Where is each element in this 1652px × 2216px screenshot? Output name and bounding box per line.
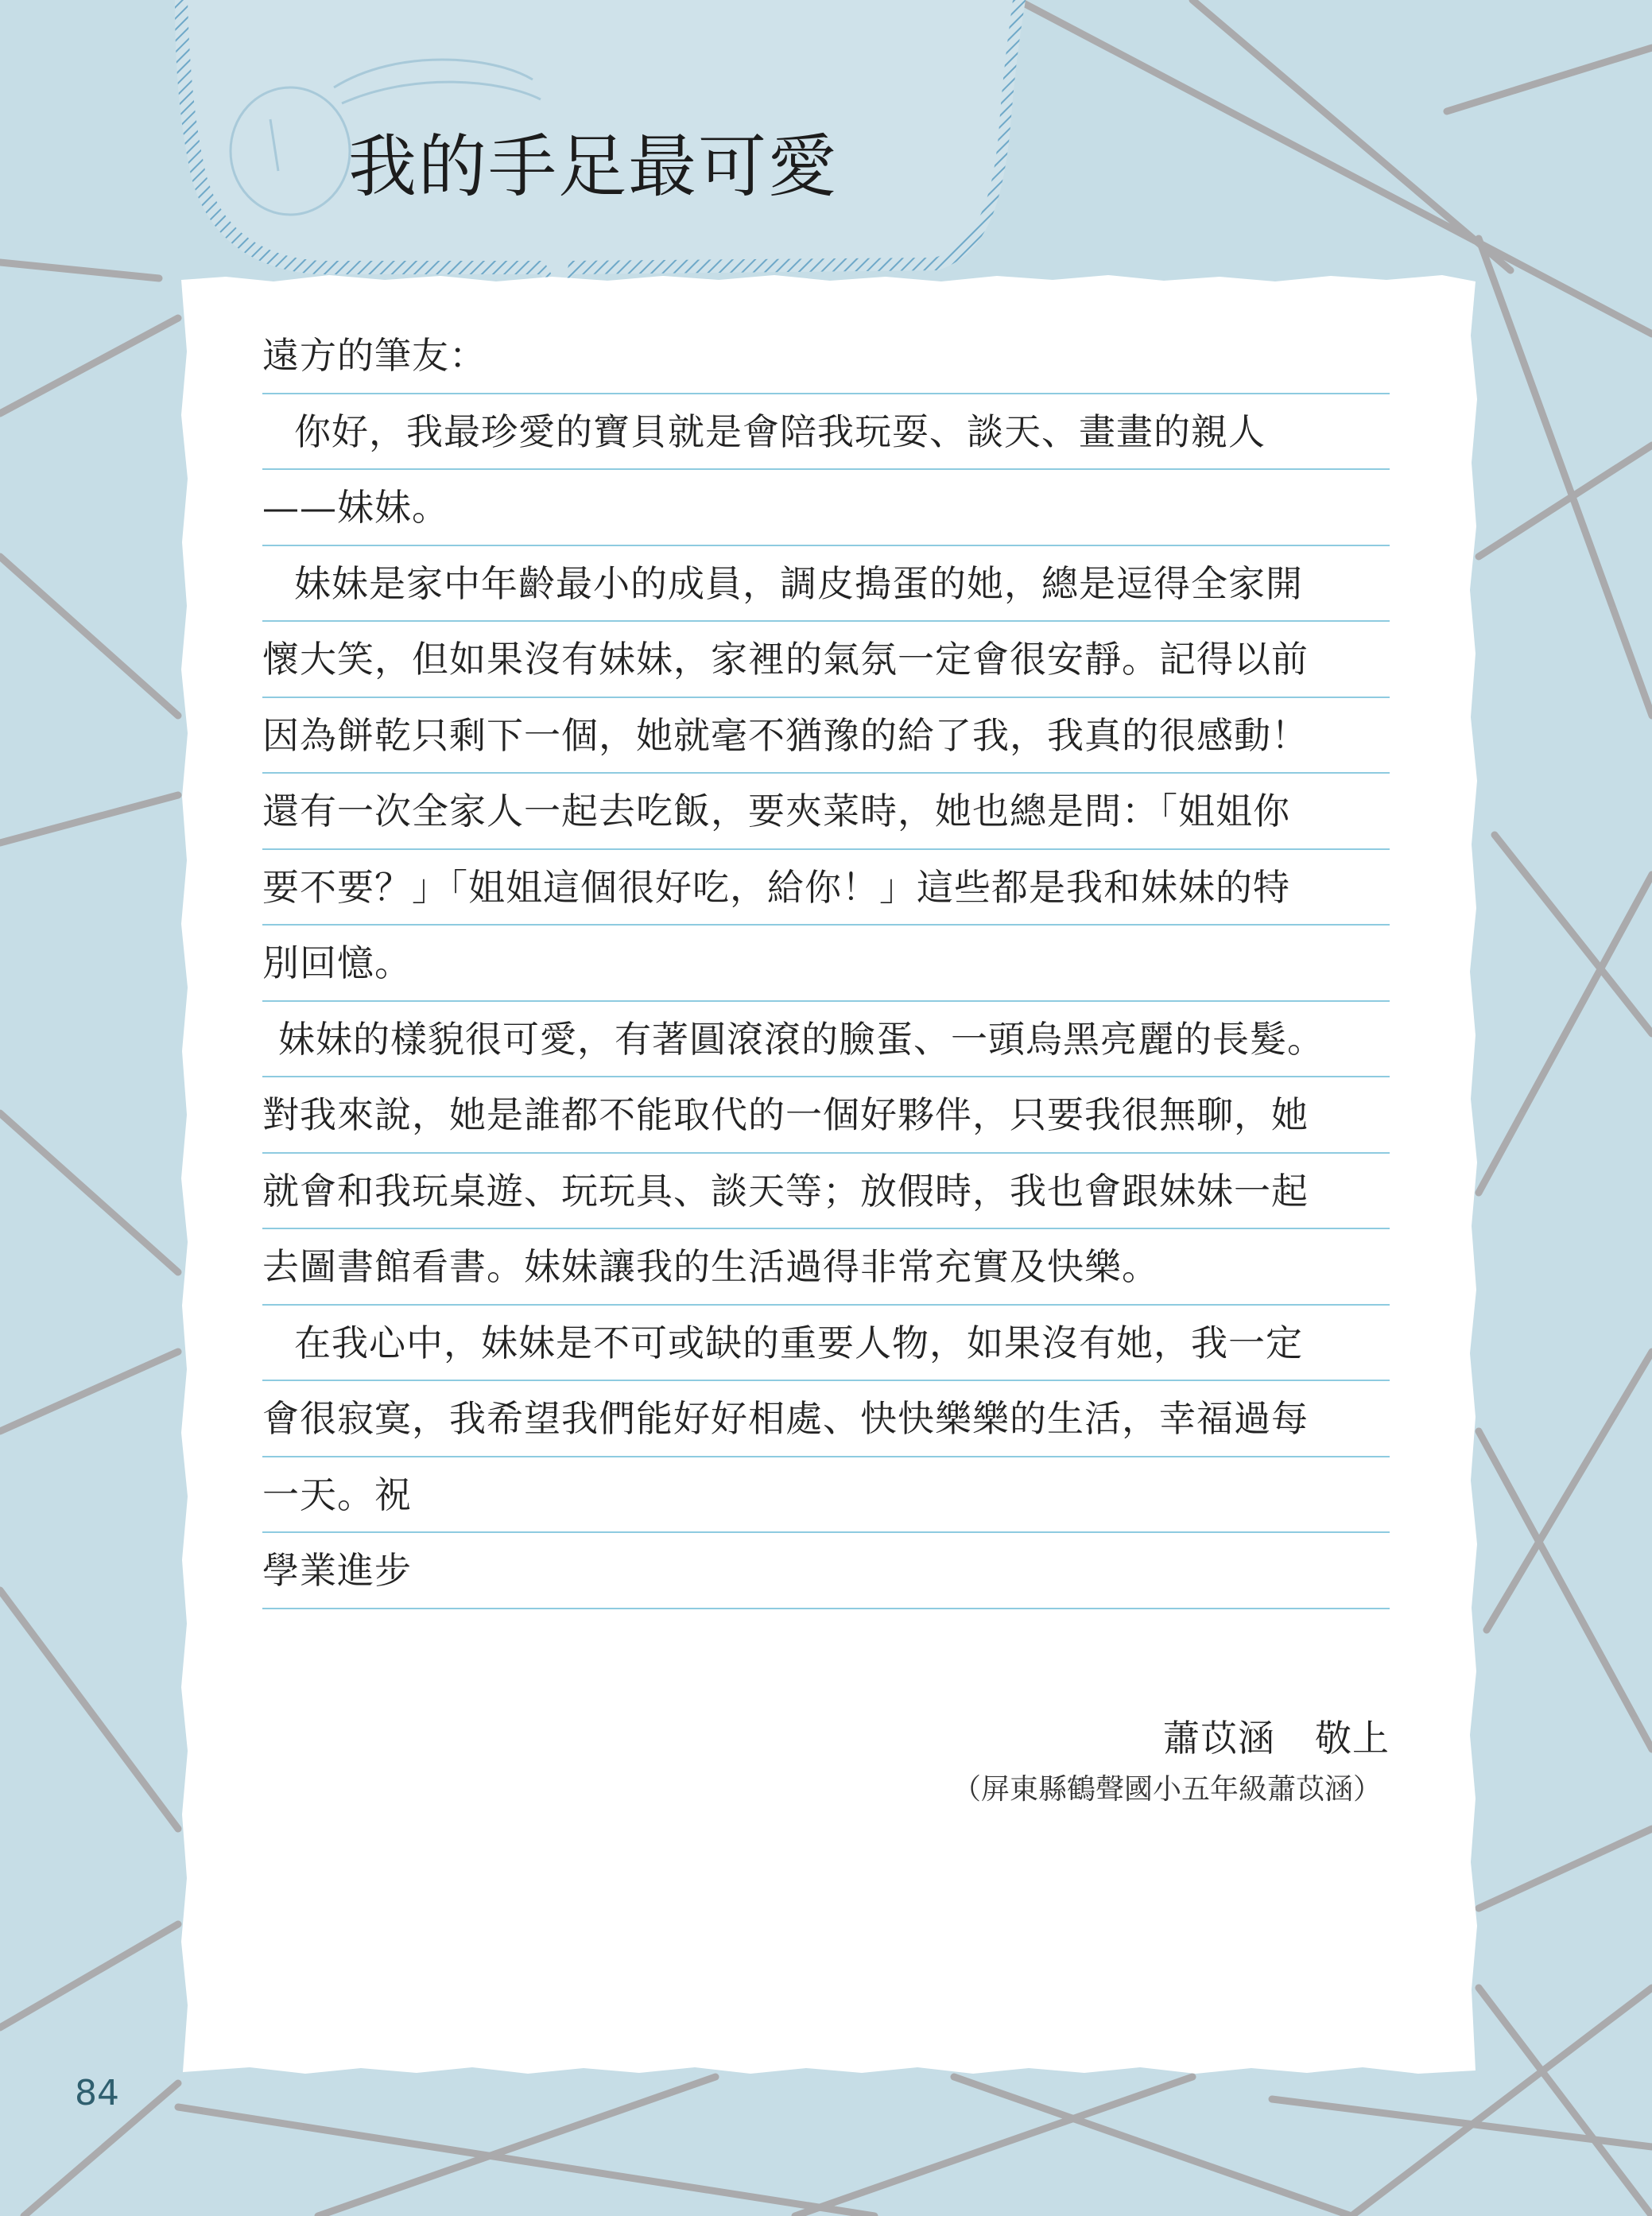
page-title: 我的手足最可愛 bbox=[348, 127, 838, 207]
letter-line: 你好，我最珍愛的寶貝就是會陪我玩耍、談天、畫畫的親人 bbox=[262, 394, 1390, 471]
author-source-note: （屏東縣鶴聲國小五年級蕭苡涵） bbox=[952, 1773, 1382, 1806]
letter-line: 還有一次全家人一起去吃飯，要夾菜時，她也總是問：「姐姐你 bbox=[262, 774, 1390, 850]
letter-line: 懷大笑，但如果沒有妹妹，家裡的氣氛一定會很安靜。記得以前 bbox=[262, 622, 1390, 698]
letter-line-closing: 學業進步 bbox=[262, 1533, 1390, 1609]
signature-name: 蕭苡涵 bbox=[1163, 1717, 1275, 1760]
letter-line-greeting: 遠方的筆友： bbox=[262, 318, 1390, 394]
letter-line: 因為餅乾只剩下一個，她就毫不猶豫的給了我，我真的很感動！ bbox=[262, 698, 1390, 774]
letter-line: 在我心中，妹妹是不可或缺的重要人物，如果沒有她，我一定 bbox=[262, 1306, 1390, 1382]
letter-line: 妹妹是家中年齡最小的成員，調皮搗蛋的她，總是逗得全家開 bbox=[262, 546, 1390, 623]
signature-closing: 敬上 bbox=[1315, 1717, 1390, 1760]
letter-line: 要不要？」「姐姐這個很好吃，給你！」這些都是我和妹妹的特 bbox=[262, 850, 1390, 926]
letter-line: 去圖書館看書。妹妹讓我的生活過得非常充實及快樂。 bbox=[262, 1229, 1390, 1306]
letter-line: 妹妹的樣貌很可愛，有著圓滾滾的臉蛋、一頭烏黑亮麗的長髮。 bbox=[262, 1002, 1390, 1078]
letter-line: 就會和我玩桌遊、玩玩具、談天等；放假時，我也會跟妹妹一起 bbox=[262, 1154, 1390, 1230]
letter-line: 別回憶。 bbox=[262, 926, 1390, 1002]
letter-line: 對我來說，她是誰都不能取代的一個好夥伴，只要我很無聊，她 bbox=[262, 1077, 1390, 1154]
letter-body bbox=[262, 318, 1390, 1609]
letter-line: ——妹妹。 bbox=[262, 470, 1390, 546]
signature bbox=[1163, 1710, 1390, 1762]
letter-line: 一天。祝 bbox=[262, 1457, 1390, 1534]
letter-line: 會很寂寞，我希望我們能好好相處、快快樂樂的生活，幸福過每 bbox=[262, 1381, 1390, 1457]
page-number: 84 bbox=[75, 2073, 119, 2113]
